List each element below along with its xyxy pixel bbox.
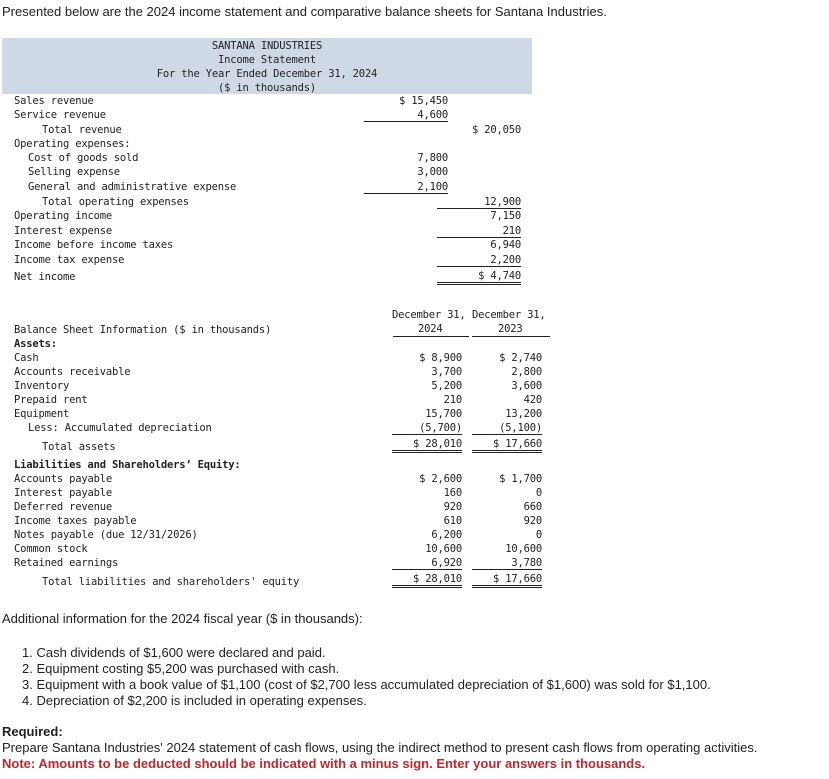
bs-v2: 2,800 xyxy=(511,366,542,378)
bs-v1: 3,700 xyxy=(431,366,462,378)
bs-v1: 210 xyxy=(443,394,462,406)
bs-label: Income taxes payable xyxy=(14,515,137,527)
bs-v2: $ 2,740 xyxy=(499,352,542,364)
bs-col1-header: December 31, xyxy=(392,309,466,321)
bs-col2-header: December 31, xyxy=(472,309,546,321)
is-col2: 7,150 xyxy=(490,210,521,222)
liabilities-heading: Liabilities and Shareholders’ Equity: xyxy=(14,459,241,471)
bs-label: Inventory xyxy=(14,380,70,392)
is-col1: 7,800 xyxy=(417,152,448,164)
is-label: Income before income taxes xyxy=(14,239,174,251)
bs-v1: 610 xyxy=(443,515,462,527)
is-label: Net income xyxy=(14,271,76,283)
bs-label: Cash xyxy=(14,352,39,364)
additional-item: 4. Depreciation of $2,200 is included in operating expenses. xyxy=(22,693,367,708)
is-col2: 210 xyxy=(437,225,521,238)
is-col1: 3,000 xyxy=(417,166,448,178)
required-heading: Required: xyxy=(2,724,63,739)
bs-label: Equipment xyxy=(14,408,70,420)
bs-col2-year: 2023 xyxy=(498,323,523,335)
is-label: Total revenue xyxy=(42,124,122,136)
bs-label: Total assets xyxy=(42,441,116,453)
bs-label: Retained earnings xyxy=(14,557,119,569)
statement-period: For the Year Ended December 31, 2024 xyxy=(156,68,378,80)
bs-label: Accounts receivable xyxy=(14,366,131,378)
bs-v2: 0 xyxy=(535,529,542,541)
bs-v1: 6,920 xyxy=(392,557,462,570)
statement-title: Income Statement xyxy=(218,54,316,66)
additional-item: 2. Equipment costing $5,200 was purchased with cash. xyxy=(22,661,340,676)
is-label: General and administrative expense xyxy=(28,181,237,193)
additional-item: 1. Cash dividends of $1,600 were declared and paid. xyxy=(22,645,326,660)
is-label: Total operating expenses xyxy=(42,196,189,208)
bs-col2-rule xyxy=(472,336,550,337)
bs-v2: 3,600 xyxy=(511,380,542,392)
bs-label: Common stock xyxy=(14,543,88,555)
is-label: Sales revenue xyxy=(14,95,94,107)
company-name: SANTANA INDUSTRIES xyxy=(211,40,323,52)
is-col2: $ 20,050 xyxy=(472,124,521,136)
bs-v1: 160 xyxy=(443,487,462,499)
intro-text: Presented below are the 2024 income statement and comparative balance sheets for Santana Industries. xyxy=(2,4,607,19)
is-label: Selling expense xyxy=(28,166,120,178)
bs-v2: 920 xyxy=(523,515,542,527)
bs-v2: $ 17,660 xyxy=(472,438,542,453)
bs-v1: 920 xyxy=(443,501,462,513)
is-label: Service revenue xyxy=(14,109,106,121)
bs-label: Notes payable (due 12/31/2026) xyxy=(14,529,198,541)
bs-label: Interest payable xyxy=(14,487,112,499)
bs-v1: 10,600 xyxy=(425,543,462,555)
assets-heading: Assets: xyxy=(14,338,57,350)
bs-v1: 5,200 xyxy=(431,380,462,392)
bs-v1: (5,700) xyxy=(392,422,462,435)
additional-item: 3. Equipment with a book value of $1,100 (cost of $2,700 less accumulated depreciation of $1,600) was sold for $1,100. xyxy=(22,677,711,692)
bs-v1: $ 28,010 xyxy=(392,438,462,453)
bs-label: Accounts payable xyxy=(14,473,112,485)
is-col1: 4,600 xyxy=(364,109,448,122)
statement-units: ($ in thousands) xyxy=(218,82,316,94)
bs-v1: $ 28,010 xyxy=(392,573,462,588)
bs-v1: $ 2,600 xyxy=(419,473,462,485)
bs-v2: 3,780 xyxy=(472,557,542,570)
bs-v1: 6,200 xyxy=(431,529,462,541)
bs-label: Total liabilities and shareholders' equity xyxy=(42,576,300,588)
required-text: Prepare Santana Industries' 2024 statement of cash flows, using the indirect method to present cash flows from operating activities. xyxy=(2,740,758,755)
is-label: Operating expenses: xyxy=(14,138,131,150)
is-label: Interest expense xyxy=(14,225,112,237)
bs-v2: $ 1,700 xyxy=(499,473,542,485)
bs-v2: 660 xyxy=(523,501,542,513)
additional-heading: Additional information for the 2024 fiscal year ($ in thousands): xyxy=(2,611,363,626)
is-col1: $ 15,450 xyxy=(399,95,448,107)
is-col2: 2,200 xyxy=(437,254,521,267)
is-label: Income tax expense xyxy=(14,254,125,266)
bs-label: Deferred revenue xyxy=(14,501,112,513)
bs-v2: 0 xyxy=(535,487,542,499)
required-note: Note: Amounts to be deducted should be indicated with a minus sign. Enter your answers in thousands. xyxy=(2,756,646,771)
bs-label: Less: Accumulated depreciation xyxy=(28,422,212,434)
bs-v2: 420 xyxy=(523,394,542,406)
bs-v2: (5,100) xyxy=(472,422,542,435)
bs-title: Balance Sheet Information ($ in thousands) xyxy=(14,324,272,336)
is-col1: 2,100 xyxy=(364,181,448,194)
is-label: Operating income xyxy=(14,210,112,222)
is-col2: 12,900 xyxy=(437,196,521,209)
is-col2: $ 4,740 xyxy=(437,270,521,285)
bs-col1-rule xyxy=(393,336,469,337)
bs-v2: 13,200 xyxy=(505,408,542,420)
bs-v2: 10,600 xyxy=(505,543,542,555)
is-label: Cost of goods sold xyxy=(28,152,139,164)
bs-label: Prepaid rent xyxy=(14,394,88,406)
bs-v1: 15,700 xyxy=(425,408,462,420)
bs-v1: $ 8,900 xyxy=(419,352,462,364)
bs-v2: $ 17,660 xyxy=(472,573,542,588)
is-col2: 6,940 xyxy=(490,239,521,251)
bs-col1-year: 2024 xyxy=(418,323,443,335)
